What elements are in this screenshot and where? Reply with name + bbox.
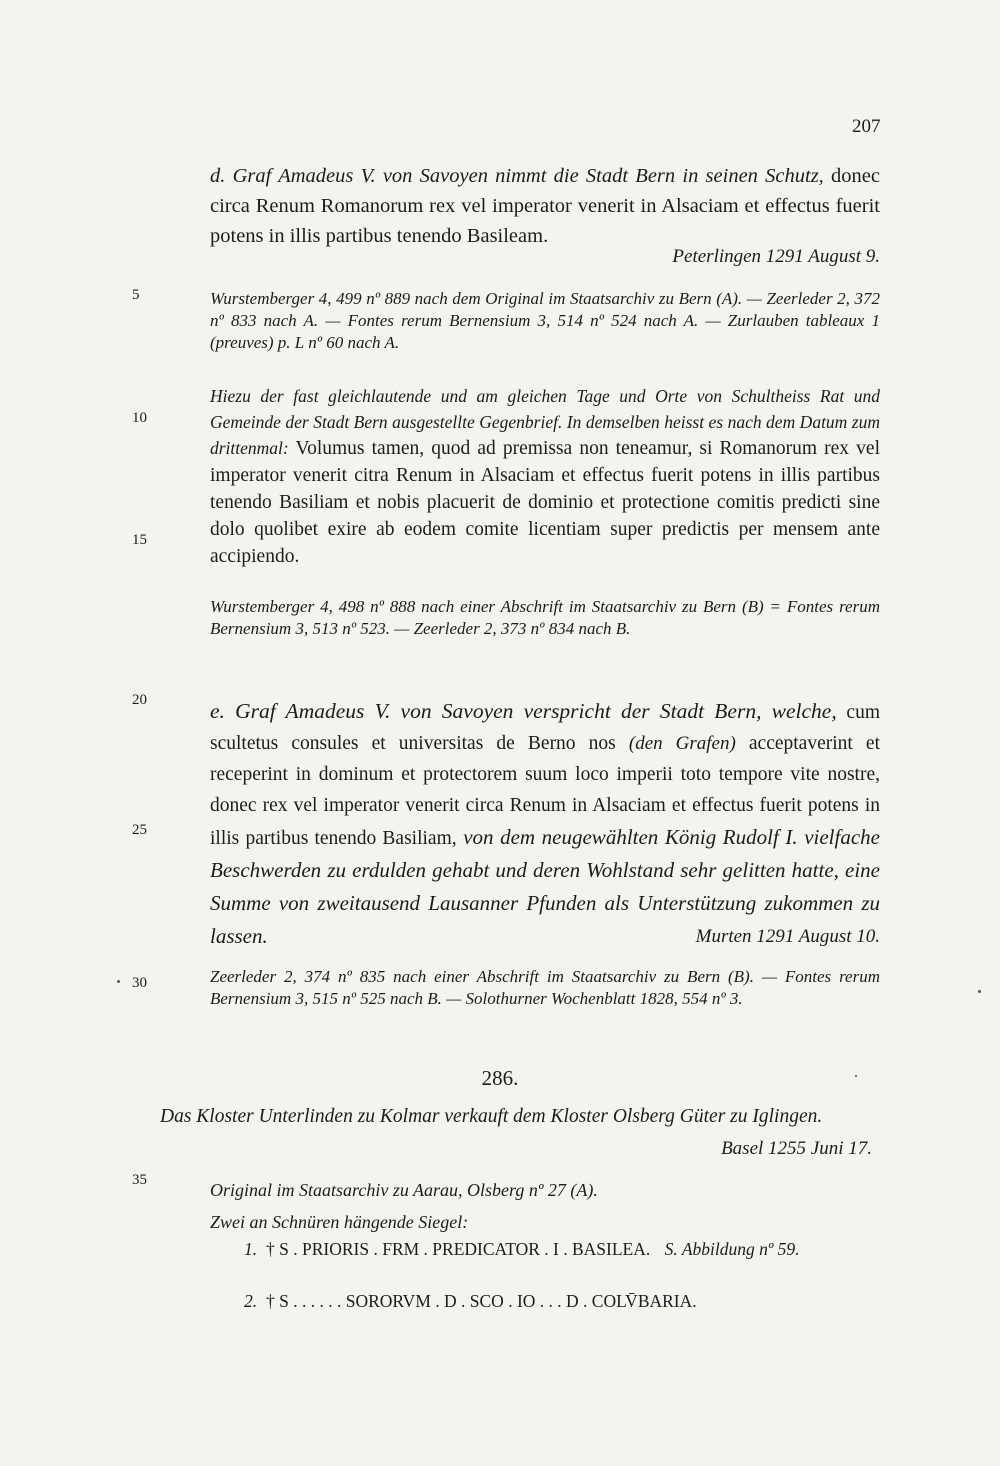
document-number: 286. (481, 1066, 519, 1090)
section-d-date: Peterlingen 1291 August 9. (672, 246, 880, 267)
section-d-paragraph (210, 383, 880, 570)
section-e-german-tail: von dem neugewählten König Rudolf I. vielfache Beschwerden zu erdulden gehabt und deren Wohlstand sehr gelitten hatte, eine Summe von zweitausend Lausanner Pfunden als Unterstützung zukommen zu lassen. (210, 825, 880, 948)
seal-1-legend: † S . PRIORIS . FRM . PREDICATOR . I . BASILEA. (266, 1239, 651, 1259)
section-d-latin: donec circa Renum Romanorum rex vel imperator venerit in Alsaciam et effectus fuerit potens in illis partibus tenendo Basileam. (210, 165, 880, 247)
section-e-latin-2: acceptaverint et receperint in dominum et protectorem suum loco imperii toto tempore vite nostre, donec rex vel imperator venerit circa Renum in Alsaciam et effectus fuerit potens in illis partibus tenendo Basiliam, (210, 733, 880, 849)
document-original: Original im Staatsarchiv zu Aarau, Olsberg nº 27 (A). (210, 1180, 598, 1200)
section-e-date: Murten 1291 August 10. (695, 926, 880, 947)
seals-intro: Zwei an Schnüren hängende Siegel: (210, 1212, 469, 1232)
seal-2-legend: † S . . . . . . SORORVM . D . SCO . IO . . . D . COLV̄BARIA. (266, 1291, 697, 1311)
seal-1-reference: S. Abbildung nº 59. (664, 1239, 800, 1259)
section-d-title: d. Graf Amadeus V. von Savoyen nimmt die Stadt Bern in seinen Schutz, (210, 165, 824, 187)
scan-speck (117, 980, 120, 983)
line-number: 25 (132, 822, 147, 838)
section-d-note-2: Wurstemberger 4, 498 nº 888 nach einer Abschrift im Staatsarchiv zu Bern (B) = Fontes rerum Bernensium 3, 513 nº 523. — Zeerleder 2, 373 nº 834 nach B. (210, 597, 880, 638)
section-d-paragraph-latin: Volumus tamen, quod ad premissa non teneamur, si Romanorum rex vel imperator venerit citra Renum in Alsaciam et effectus fuerit potens in illis partibus tenendo Basiliam et nobis placuerit de dominio et protectione comitis predicti sine dolo quolibet exire ab eodem comite licentiam super predictis per mensem ante accipiendo. (210, 438, 880, 567)
scan-speck (855, 1075, 857, 1077)
line-number: 5 (132, 287, 140, 303)
line-number: 30 (132, 975, 147, 991)
seal-2-number: 2. (244, 1291, 258, 1311)
seal-1-number: 1. (244, 1239, 258, 1259)
scan-speck (978, 990, 981, 993)
line-number: 35 (132, 1172, 147, 1188)
section-d-paragraph-german: Hiezu der fast gleichlautende und am gleichen Tage und Orte von Schultheiss Rat und Gemeinde der Stadt Bern ausgestellte Gegenbrief. In demselben heisst es nach dem Datum zum drittenmal: (210, 386, 880, 458)
line-number: 10 (132, 410, 147, 426)
section-d-heading (210, 161, 880, 251)
section-e-title: e. Graf Amadeus V. von Savoyen verspricht der Stadt Bern, welche, (210, 699, 837, 723)
line-number: 20 (132, 692, 147, 708)
document-date: Basel 1255 Juni 17. (721, 1138, 872, 1159)
section-e-latin-1: cum scultetus consules et universitas de Berno nos (210, 702, 880, 754)
section-e-inline-italic: (den Grafen) (628, 733, 736, 754)
section-e-note: Zeerleder 2, 374 nº 835 nach einer Abschrift im Staatsarchiv zu Bern (B). — Fontes rerum Bernensium 3, 515 nº 525 nach B. — Solothurner Wochenblatt 1828, 554 nº 3. (210, 967, 880, 1008)
seal-2 (244, 1290, 880, 1312)
section-e-heading (210, 696, 880, 954)
seal-1 (244, 1238, 880, 1260)
page-number: 207 (852, 116, 881, 137)
line-number: 15 (132, 532, 147, 548)
section-d-note-1: Wurstemberger 4, 499 nº 889 nach dem Original im Staatsarchiv zu Bern (A). — Zeerleder 2, 372 nº 833 nach A. — Fontes rerum Bernensium 3, 514 nº 524 nach A. — Zurlauben tableaux 1 (preuves) p. L nº 60 nach A. (210, 289, 880, 352)
document-title: Das Kloster Unterlinden zu Kolmar verkauft dem Kloster Olsberg Güter zu Iglingen. (160, 1106, 823, 1127)
